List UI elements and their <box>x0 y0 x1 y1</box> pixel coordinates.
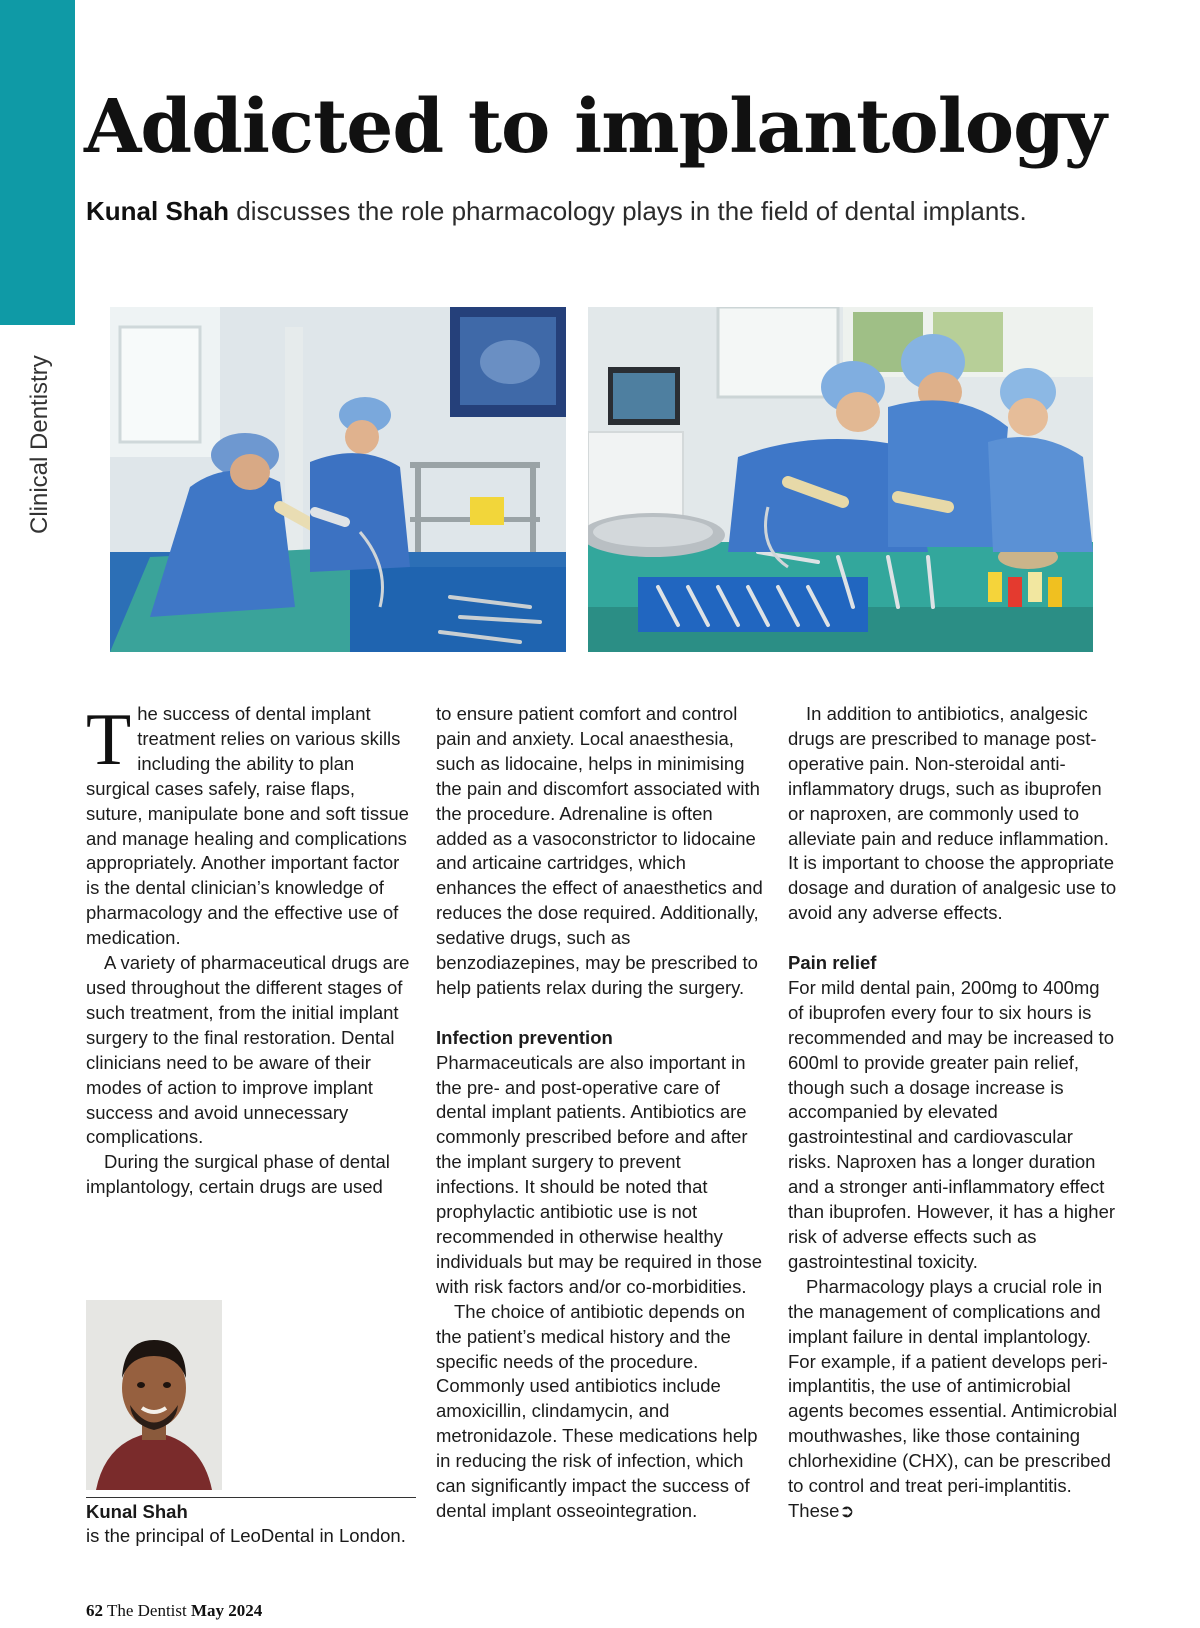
col2-paragraph-3: The choice of antibiotic depends on the patient’s medical history and the specific needs of the procedure. Commonly used antibiotics include amoxicillin, clindamycin, and metronidazole. These medications help in reducing the risk of infection, which can significantly impact the success of dental implant osseointegration. <box>436 1300 758 1521</box>
article-standfirst <box>86 196 1027 227</box>
standfirst-author: Kunal Shah <box>86 196 230 226</box>
subheading-pain-relief: Pain relief <box>788 952 877 974</box>
subheading-infection-prevention: Infection prevention <box>436 1026 613 1048</box>
col3-paragraph-3 <box>788 1275 1118 1524</box>
body-column-1 <box>86 699 416 1200</box>
author-portrait <box>86 1300 222 1490</box>
standfirst-text: discusses the role pharmacology plays in the field of dental implants. <box>229 196 1027 226</box>
col2-paragraph-1: to ensure patient comfort and control pain and anxiety. Local anaesthesia, such as lidocaine, helps in minimising the pain and discomfort associated with the procedure. Adrenaline is often added as a vasoconstrictor to lidocaine and articaine cartridges, which enhances the effect of anaesthetics and reduces the dose required. Additionally, sedative drugs, such as benzodiazepines, may be prescribed to help patients relax during the surgery. <box>436 703 763 998</box>
page-number: 62 <box>86 1601 103 1620</box>
surgery-photo-right <box>588 307 1093 652</box>
issue-date: May 2024 <box>191 1601 263 1620</box>
col3-paragraph-2: For mild dental pain, 200mg to 400mg of ibuprofen every four to six hours is recommended and may be increased to 600ml to provide greater pain relief, though such a dosage increase is accompanied by elevated gastrointestinal and cardiovascular risks. Naproxen has a longer duration and a stronger anti-inflammatory effect than ibuprofen. However, it has a higher risk of adverse effects such as gastrointestinal toxicity. <box>788 976 1116 1272</box>
author-name: Kunal Shah <box>86 1501 188 1522</box>
author-role: is the principal of LeoDental in London. <box>86 1525 406 1546</box>
section-label-text: Clinical Dentistry <box>26 355 53 534</box>
col1-paragraph-1-text: he success of dental implant treatment relies on various skills including the ability to plan surgical cases safely, raise flaps, suture, manipulate bone and soft tissue and manage healing and complications appropriately. Another important factor is the dental clinician’s knowledge of pharmacology and the effective use of medication. <box>86 703 409 949</box>
col1-paragraph-2: A variety of pharmaceutical drugs are used throughout the different stages of such treatment, from the initial implant surgery to the final restoration. Dental clinicians need to be aware of their modes of action to improve implant success and avoid unnecessary complications. <box>86 952 410 1148</box>
col1-paragraph-3: During the surgical phase of dental implantology, certain drugs are used <box>86 1151 390 1198</box>
body-column-2 <box>436 702 766 1524</box>
magazine-name: The Dentist <box>106 1601 187 1620</box>
surgery-photo-left <box>110 307 566 652</box>
drop-cap: T <box>86 699 132 781</box>
col3-paragraph-3-text: Pharmacology plays a crucial role in the management of complications and implant failure in dental implantology. For example, if a patient develops peri-implantitis, the use of antimicrobial agents becomes essential. Antimicrobial mouthwashes, like those containing chlorhexidine (CHX), can be prescribed to control and treat peri-implantitis. These <box>788 1275 1118 1521</box>
col1-paragraph-1 <box>86 699 416 951</box>
surgery-photo-left-image <box>110 307 566 652</box>
col2-paragraph-2: Pharmaceuticals are also important in the pre- and post-operative care of dental implant patients. Antibiotics are commonly prescribed before and after the implant surgery to prevent infections. It should be noted that prophylactic antibiotic use is not recommended in otherwise healthy individuals but may be required in those with risk factors and/or co-morbidities. <box>436 1051 762 1297</box>
section-color-band <box>0 0 75 325</box>
page-folio <box>86 1601 262 1621</box>
author-divider <box>86 1497 416 1498</box>
author-portrait-image <box>86 1300 222 1490</box>
continued-arrow-icon: ➲ <box>839 1500 855 1521</box>
body-column-3 <box>788 702 1118 1524</box>
col3-paragraph-1: In addition to antibiotics, analgesic drugs are prescribed to manage post-operative pain. Non-steroidal anti-inflammatory drugs, such as ibuprofen or naproxen, are commonly used to alleviate pain and reduce inflammation. It is important to choose the appropriate dosage and duration of analgesic use to avoid any adverse effects. <box>788 703 1117 924</box>
surgery-photo-right-image <box>588 307 1093 652</box>
article-headline: Addicted to implantology <box>84 84 1106 170</box>
section-label <box>22 338 52 538</box>
